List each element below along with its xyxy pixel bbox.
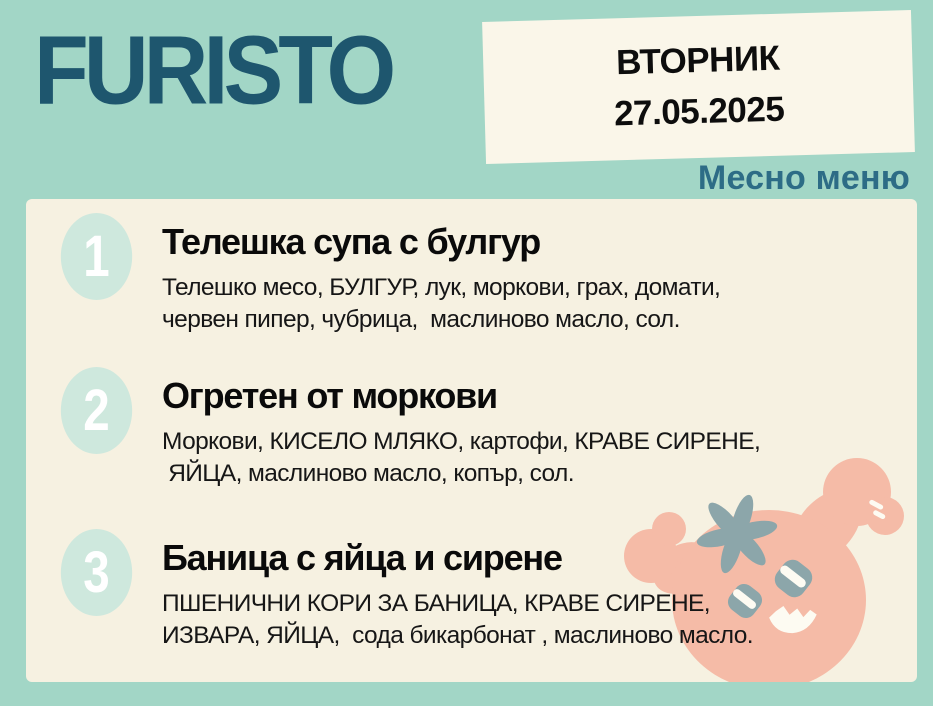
- item-description-line: Моркови, КИСЕЛО МЛЯКО, картофи, КРАВЕ СИРЕНЕ,: [162, 428, 761, 456]
- item-number-badge: 2: [61, 367, 132, 454]
- weekday-label: ВТОРНИК: [615, 38, 780, 83]
- item-description-line: ПШЕНИЧНИ КОРИ ЗА БАНИЦА, КРАВЕ СИРЕНЕ,: [162, 590, 710, 618]
- item-number-badge: 3: [61, 529, 132, 616]
- item-number-badge: 1: [61, 213, 132, 300]
- date-card: [482, 10, 915, 164]
- date-label: 27.05.2025: [613, 89, 785, 134]
- item-title: Баница с яйца и сирене: [162, 537, 562, 578]
- item-title: Огретен от моркови: [162, 375, 497, 416]
- item-description-line: червен пипер, чубрица, маслиново масло, сол.: [162, 305, 680, 333]
- item-description-line: ЯЙЦА, маслиново масло, копър, сол.: [162, 459, 574, 487]
- menu-type-label: Месно меню: [697, 159, 910, 197]
- item-description-line: ИЗВАРА, ЯЙЦА, сода бикарбонат , маслиново масло.: [162, 621, 753, 649]
- brand-logo: FURISTO: [34, 15, 392, 125]
- menu-panel: [26, 199, 917, 682]
- item-title: Телешка супа с булгур: [162, 221, 541, 262]
- item-description-line: Телешко месо, БУЛГУР, лук, моркови, грах, домати,: [162, 274, 721, 302]
